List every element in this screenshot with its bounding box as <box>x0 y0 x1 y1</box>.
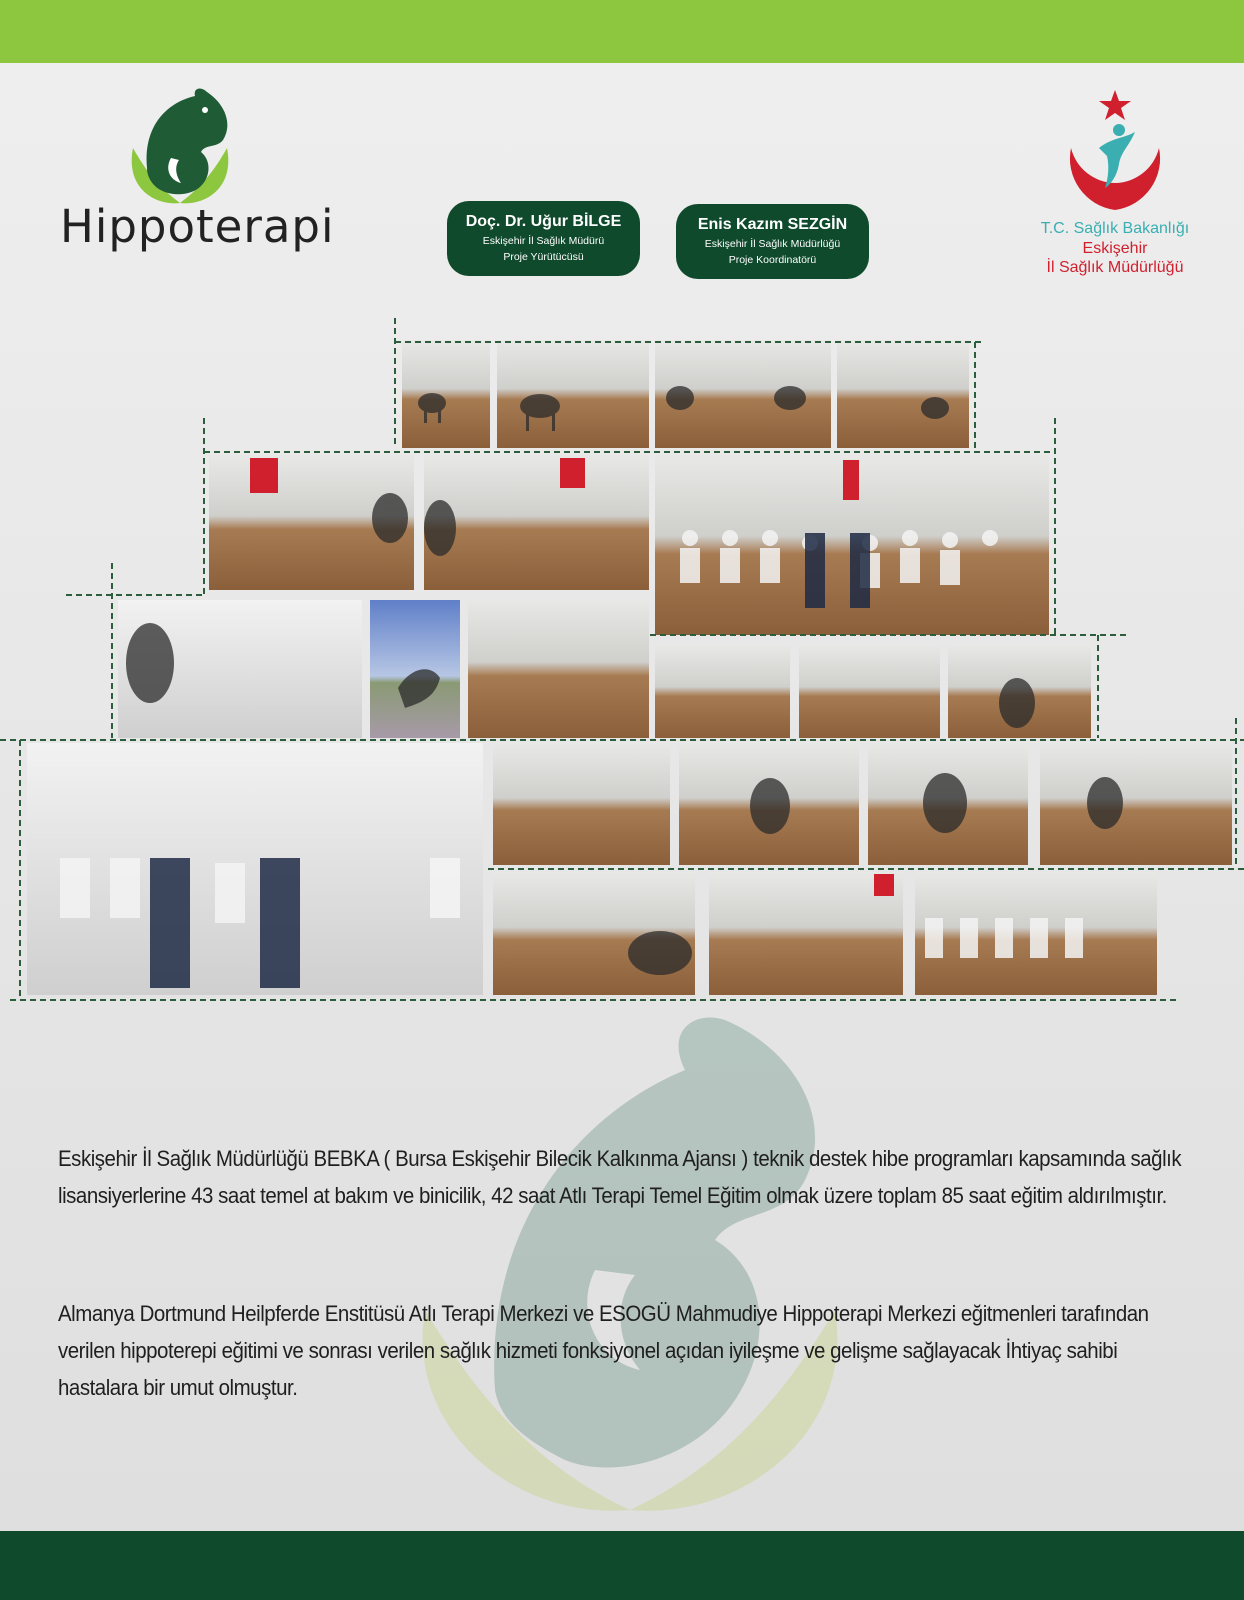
person-name: Doç. Dr. Uğur BİLGE <box>465 213 622 230</box>
description-paragraph: Eskişehir İl Sağlık Müdürlüğü BEBKA ( Bursa Eskişehir Bilecik Kalkınma Ajansı ) teknik destek hibe programları kapsamında sağlık lisansiyerlerine 43 saat temel at bakım ve binicilik, 42 saat Atlı Terapi Temel Eğitim olmak üzere toplam 85 saat eğitim aldırılmıştır. <box>58 1146 1182 1208</box>
person-role: Proje Koordinatörü <box>728 253 817 266</box>
photo <box>493 743 670 865</box>
photo-collage <box>0 318 1244 1018</box>
horse-leaf-icon <box>125 88 235 208</box>
photo <box>27 743 483 995</box>
ministry-city: Eskişehir <box>1082 240 1148 257</box>
ministry-name: T.C. Sağlık Bakanlığı <box>1040 220 1190 237</box>
photo <box>424 455 649 590</box>
person-card-project-coordinator <box>676 204 869 279</box>
photo <box>402 340 490 448</box>
crescent-star-icon <box>1055 88 1175 218</box>
photo <box>468 600 649 738</box>
ministry-logo <box>1030 88 1200 288</box>
person-name: Enis Kazım SEZGİN <box>697 216 848 233</box>
photo <box>799 645 940 738</box>
top-banner <box>0 0 1244 63</box>
photo <box>837 340 969 448</box>
description-paragraph: Almanya Dortmund Heilpferde Enstitüsü Atlı Terapi Merkezi ve ESOGÜ Mahmudiye Hippoterapi Merkezi eğitmenleri tarafından verilen hippoterepi eğitimi ve sonrası verilen sağlık hizmeti fonksiyonel açıdan iyileşme ve gelişme sağlayacak İhtiyaç sahibi hastalara bir umut olmuştur. <box>58 1301 1149 1400</box>
person-card-project-lead <box>447 201 640 276</box>
hippoterapi-logo <box>60 88 335 258</box>
photo <box>1040 743 1232 865</box>
person-role: Eskişehir İl Sağlık Müdürü <box>482 235 605 247</box>
photo <box>655 645 790 738</box>
brand-wordmark: Hippoterapi <box>60 200 335 253</box>
bottom-banner <box>0 1531 1244 1600</box>
photo <box>709 872 903 995</box>
photo <box>370 600 460 738</box>
person-role: Proje Yürütücüsü <box>503 250 584 263</box>
watermark-logo <box>365 1010 895 1530</box>
ministry-directorate: İl Sağlık Müdürlüğü <box>1046 259 1184 276</box>
photo <box>497 340 649 448</box>
person-role: Eskişehir İl Sağlık Müdürlüğü <box>704 238 841 250</box>
